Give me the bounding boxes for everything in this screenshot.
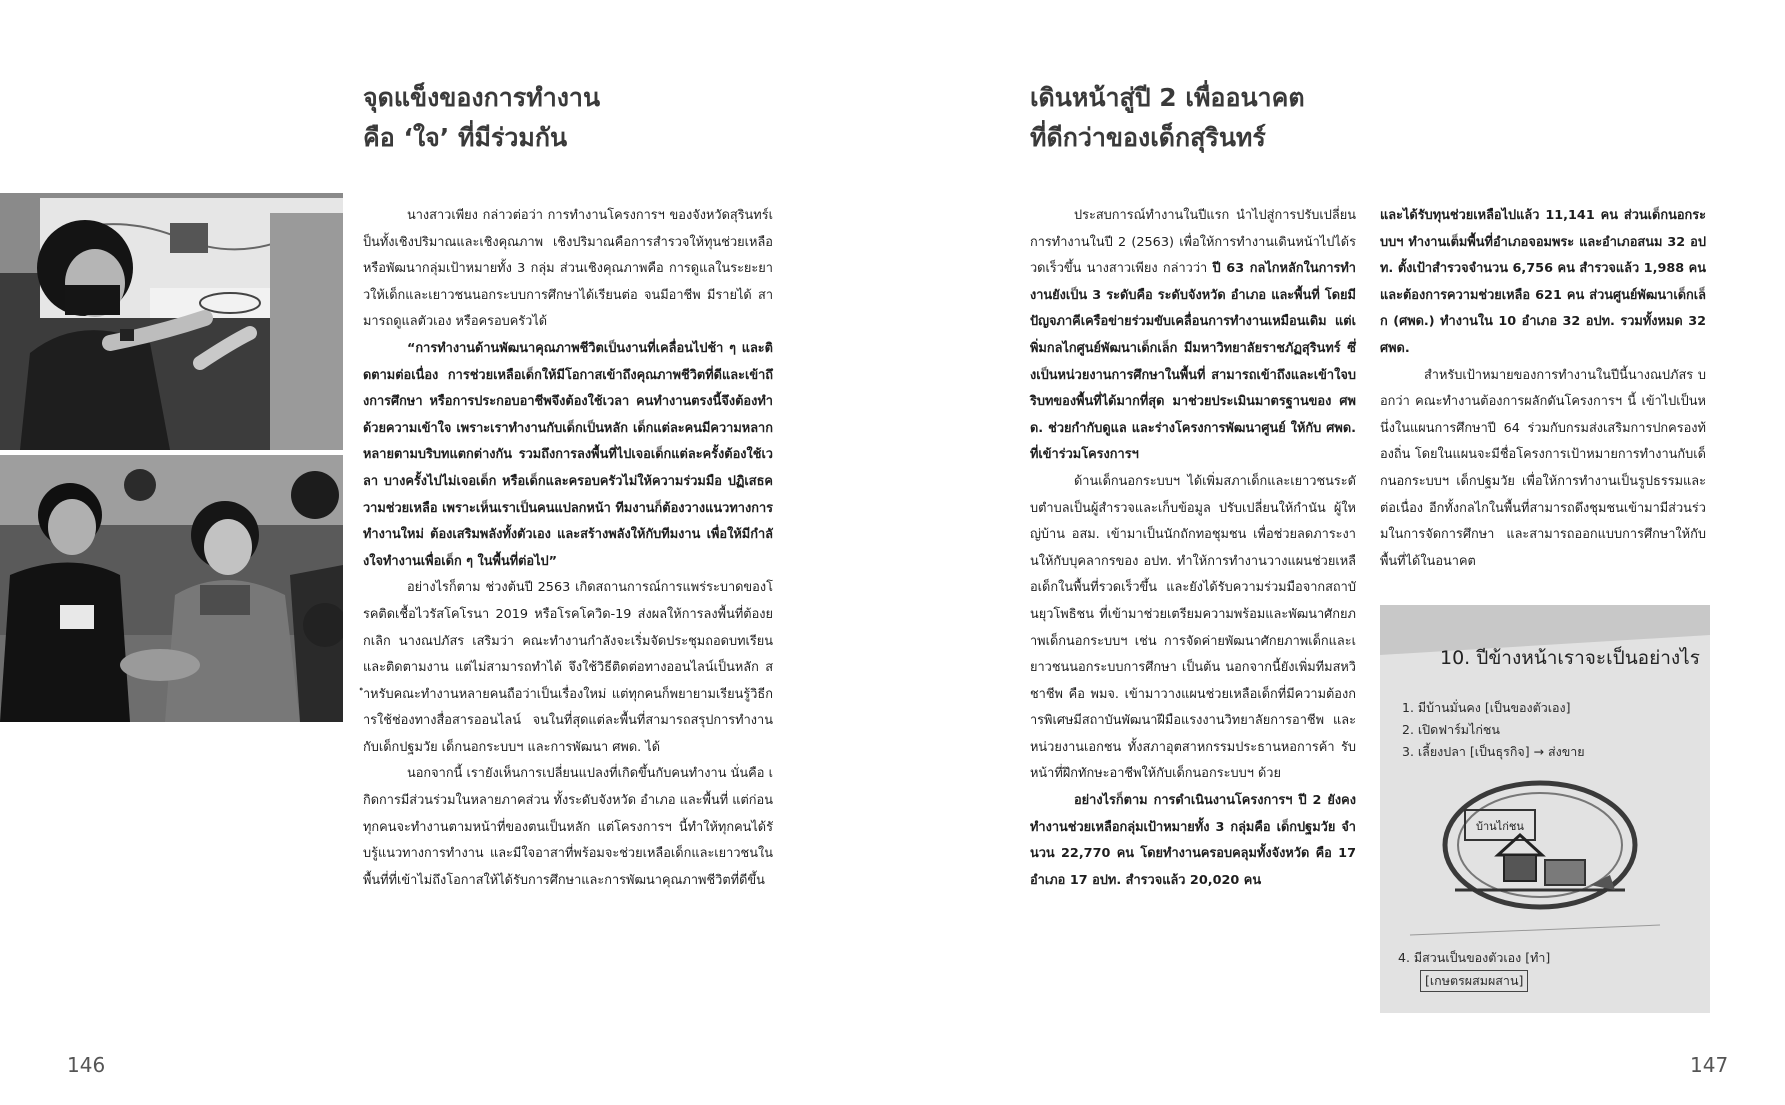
right-col2-paragraph-2: สำหรับเป้าหมายของการทำงานในปีนี้นางณปภัสร บอกว่า คณะทำงานต้องการผลักดันโครงการฯ นี้ เข้าไปเป็นหนึ่งในแผนการศึกษาปี 64 ร่วมกับกรมส่งเสริมการปกครองท้องถิ่น โดยในแผนจะมีชื่อโครงการเป้าหมายการทำงานกับเด็กนอกระบบฯ เด็กปฐมวัย เพื่อให้การทำงานเป็นรูปธรรมและต่อเนื่อง อีกทั้งกลไกในพื้นที่สามารถดึงชุมชนเข้ามามีส่วนร่วมในการจัดการศึกษา และสามารถออกแบบการศึกษาให้กับพื้นที่ได้ในอนาคต: [1380, 367, 1706, 569]
whiteboard-item-2: 2. เปิดฟาร์มไก่ชน: [1402, 722, 1500, 737]
photo-workshop-writing: [0, 193, 343, 450]
left-heading-line-1: จุดแข็งของการทำงาน: [363, 83, 601, 112]
whiteboard-sign: บ้านไก่ชน: [1476, 820, 1524, 833]
left-paragraph-1: นางสาวเพียง กล่าวต่อว่า การทำงานโครงการฯ ของจังหวัดสุรินทร์เป็นทั้งเชิงปริมาณและเชิงคุณภาพ เชิงปริมาณคือการสำรวจให้ทุนช่วยเหลือหรือพัฒนากลุ่มเป้าหมายทั้ง 3 กลุ่ม ส่วนเชิงคุณภาพคือ การดูแลในระยะยาวให้เด็กและเยาวชนนอกระบบการศึกษาได้เรียนต่อ จนมีอาชีพ มีรายได้ สามารถดูแลตัวเอง หรือครอบครัวได้: [363, 208, 773, 330]
left-paragraph-4: นอกจากนี้ เรายังเห็นการเปลี่ยนแปลงที่เกิดขึ้นกับคนทำงาน นั่นคือ เกิดการมีส่วนร่วมในหลายภาคส่วน ทั้งระดับจังหวัด อำเภอ และพื้นที่ แต่ก่อนทุกคนจะทำงานตามหน้าที่ของตนเป็นหลัก แต่โครงการฯ นี้ทำให้ทุกคนได้รับรู้แนวทางการทำงาน และมีใจอาสาที่พร้อมจะช่วยเหลือเด็กและเยาวชนในพื้นที่ที่เข้าไม่ถึงโอกาสให้ได้รับการศึกษาและการพัฒนาคุณภาพชีวิตที่ดีขึ้น: [363, 766, 773, 888]
right-col1-paragraph-1: [1030, 203, 1356, 469]
left-page-body: [363, 203, 773, 894]
whiteboard-item-1: 1. มีบ้านมั่นคง [เป็นของตัวเอง]: [1402, 700, 1571, 715]
photo-workshop-writing-image: [0, 193, 343, 450]
right-col1-p1-normal: ประสบการณ์ทำงานในปีแรก นำไปสู่การปรับเปลี่ยนการทำงานในปี 2 (2563) เพื่อให้การทำงานเดินหน้าไปได้รวดเร็วขึ้น นางสาวเพียง กล่าวว่า: [1030, 208, 1356, 277]
photo-group-discussion-image: [0, 455, 343, 722]
left-quote-paragraph: “การทำงานด้านพัฒนาคุณภาพชีวิตเป็นงานที่เคลื่อนไปช้า ๆ และติดตามต่อเนื่อง การช่วยเหลือเด็กให้มีโอกาสเข้าถึงคุณภาพชีวิตที่ดีและเข้าถึงการศึกษา หรือการประกอบอาชีพจึงต้องใช้เวลา คนทำงานตรงนี้จึงต้องทำด้วยความเข้าใจ เพราะเราทำงานกับเด็กเป็นหลัก เด็กแต่ละคนมีความหลากหลายตามบริบทแตกต่างกัน รวมถึงการลงพื้นที่ไปเจอเด็กแต่ละครั้งต้องใช้เวลา บางครั้งไปไม่เจอเด็ก หรือเด็กและครอบครัวไม่ให้ความร่วมมือ ปฏิเสธความช่วยเหลือ เพราะเห็นเราเป็นคนแปลกหน้า ทีมงานก็ต้องวางแนวทางการทำงานใหม่ ต้องเสริมพลังทั้งตัวเอง และสร้างพลังให้กับทีมงาน เพื่อให้มีกำลังใจทำงานเพื่อเด็ก ๆ ในพื้นที่ต่อไป”: [363, 340, 773, 569]
right-heading-line-1: เดินหน้าสู่ปี 2 เพื่ออนาคต: [1030, 83, 1305, 112]
right-page-column-1: [1030, 203, 1356, 894]
photo-group-discussion: [0, 455, 343, 722]
right-col1-paragraph-3: อย่างไรก็ตาม การดำเนินงานโครงการฯ ปี 2 ยังคงทำงานช่วยเหลือกลุ่มเป้าหมายทั้ง 3 กลุ่มคือ เด็กปฐมวัย จำนวน 22,770 คน โดยทำงานครอบคลุมทั้งจังหวัด คือ 17 อำเภอ 17 อปท. สำรวจแล้ว 20,020 คน: [1030, 793, 1356, 888]
right-col1-p1-bold: ปี 63 กลไกหลักในการทำงานยังเป็น 3 ระดับคือ ระดับจังหวัด อำเภอ และพื้นที่ โดยมีปัญจภาคีเครือข่ายร่วมขับเคลื่อนการทำงานเหมือนเดิม แต่เพิ่มกลไกศูนย์พัฒนาเด็กเล็ก มีมหาวิทยาลัยราชภัฏสุรินทร์ ซึ่งเป็นหน่วยงานการศึกษาในพื้นที่ สามารถเข้าถึงและเข้าใจบริบทของพื้นที่ได้มากที่สุด มาช่วยประเมินมาตรฐานของ ศพด. ช่วยกำกับดูแล และร่างโครงการพัฒนาศูนย์ ให้กับ ศพด. ที่เข้าร่วมโครงการฯ: [1030, 261, 1356, 463]
right-heading-line-2: ที่ดีกว่าของเด็กสุรินทร์: [1030, 123, 1266, 152]
page-number-left: 146: [67, 1053, 106, 1077]
whiteboard-list: [1402, 697, 1585, 763]
right-col2-paragraph-1: และได้รับทุนช่วยเหลือไปแล้ว 11,141 คน ส่วนเด็กนอกระบบฯ ทำงานเต็มพื้นที่อำเภอจอมพระ และอำเภอสนม 32 อปท. ตั้งเป้าสำรวจจำนวน 6,756 คน สำรวจแล้ว 1,988 คน และต้องการความช่วยเหลือ 621 คน ส่วนศูนย์พัฒนาเด็กเล็ก (ศพด.) ทำงานใน 10 อำเภอ 32 อปท. รวมทั้งหมด 32 ศพด.: [1380, 208, 1706, 356]
whiteboard-item-4-detail: [เกษตรผสมผสาน]: [1420, 970, 1528, 992]
right-page-column-2: [1380, 203, 1706, 575]
left-paragraph-3: อย่างไรก็ตาม ช่วงต้นปี 2563 เกิดสถานการณ์การแพร่ระบาดของโรคติดเชื้อไวรัสโคโรนา 2019 หรือโรคโควิด-19 ส่งผลให้การลงพื้นที่ต้องยกเลิก นางณปภัสร เสริมว่า คณะทำงานกำลังจะเริ่มจัดประชุมถอดบทเรียน และติดตามงาน แต่ไม่สามารถทำได้ จึงใช้วิธีติดต่อทางออนไลน์เป็นหลัก สำหรับคณะทำงานหลายคนถือว่าเป็นเรื่องใหม่ แต่ทุกคนก็พยายามเรียนรู้วิธีการใช้ช่องทางสื่อสารออนไลน์ จนในที่สุดแต่ละพื้นที่สามารถสรุปการทำงานกับเด็กปฐมวัย เด็กนอกระบบฯ และการพัฒนา ศพด. ได้: [363, 580, 773, 755]
right-col1-paragraph-2: ด้านเด็กนอกระบบฯ ได้เพิ่มสภาเด็กและเยาวชนระดับตำบลเป็นผู้สำรวจและเก็บข้อมูล ปรับเปลี่ยนให้กำนัน ผู้ใหญ่บ้าน อสม. เข้ามาเป็นนักถักทอชุมชน เพื่อช่วยลดภาระงานให้กับบุคลากรของ อปท. ทำให้การทำงานวางแผนช่วยเหลือเด็กในพื้นที่รวดเร็วขึ้น และยังได้รับความร่วมมือจากสถาบันยุวโพธิชน ที่เข้ามาช่วยเตรียมความพร้อมและพัฒนาศักยภาพเด็กนอกระบบฯ เช่น การจัดค่ายพัฒนาศักยภาพเด็กและเยาวชนนอกระบบการศึกษา เป็นต้น นอกจากนี้ยังเพิ่มทีมสหวิชาชีพ คือ พมจ. เข้ามาวางแผนช่วยเหลือเด็กที่มีความต้องการพิเศษมีสถาบันพัฒนาฝีมือแรงงานวิทยาลัยการอาชีพ และหน่วยงานเอกชน ทั้งสภาอุตสาหกรรมประธานหอการค้า รับหน้าที่ฝึกทักษะอาชีพให้กับเด็กนอกระบบฯ ด้วย: [1030, 473, 1356, 782]
whiteboard-item-3: 3. เลี้ยงปลา [เป็นธุรกิจ] → ส่งขาย: [1402, 744, 1585, 759]
page-number-right: 147: [1690, 1053, 1729, 1077]
right-page-heading: [1030, 78, 1305, 158]
whiteboard-item-4: 4. มีสวนเป็นของตัวเอง [ทำ]: [1398, 950, 1551, 965]
photo-whiteboard: [1380, 605, 1710, 1013]
whiteboard-title: 10. ปีข้างหน้าเราจะเป็นอย่างไร: [1440, 647, 1700, 669]
left-heading-line-2: คือ ‘ใจ’ ที่มีร่วมกัน: [363, 123, 568, 152]
left-page-heading: [363, 78, 600, 158]
